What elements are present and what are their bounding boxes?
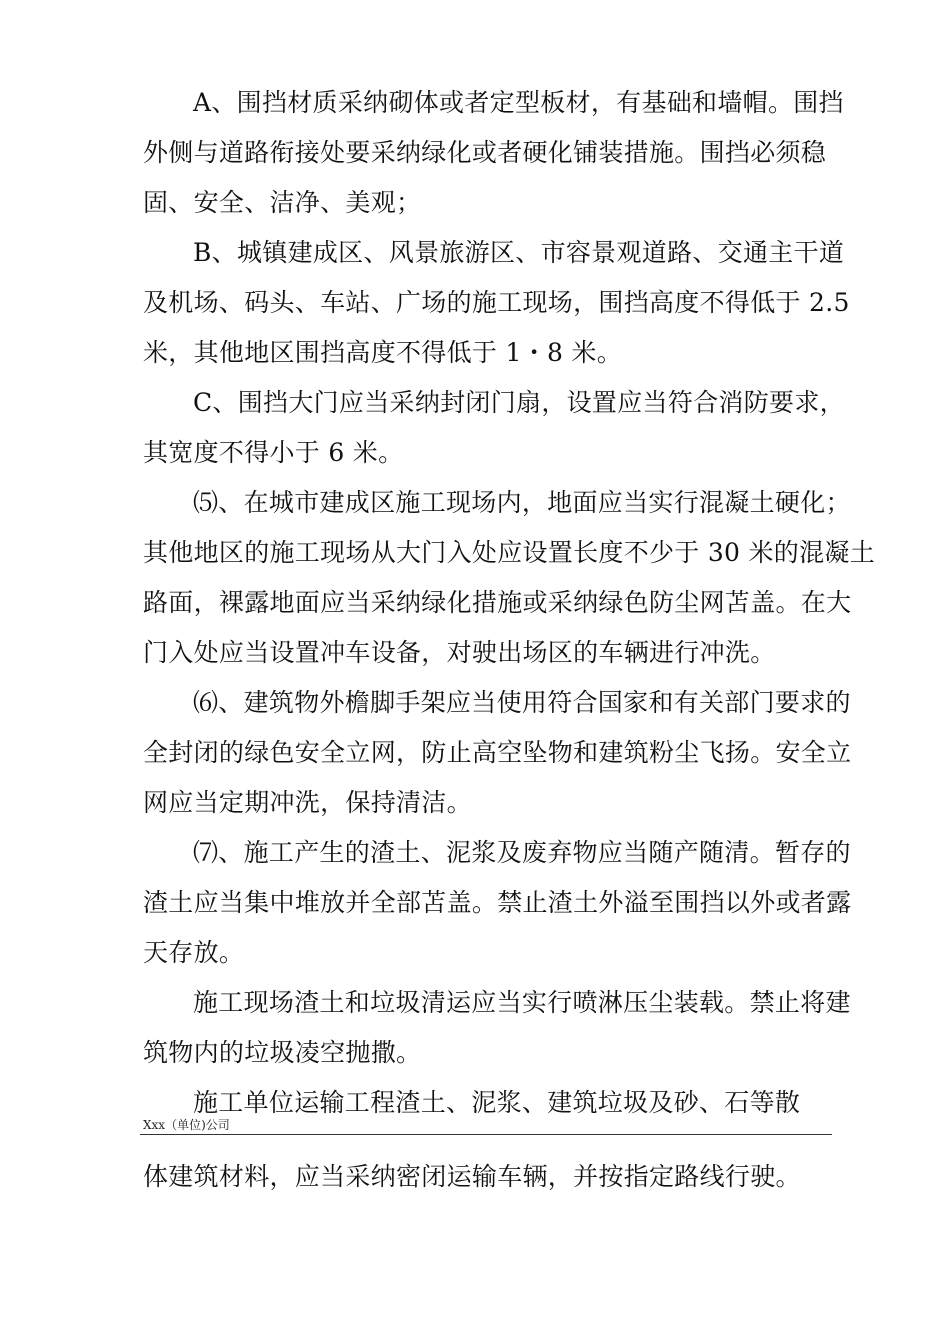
paragraph-7-line-3: 天存放。	[143, 938, 245, 967]
footer-divider	[140, 1134, 832, 1135]
paragraph-5-line-3: 路面，裸露地面应当采纳绿化措施或采纳绿色防尘网苫盖。在大	[143, 588, 852, 617]
paragraph-9-line-1: 施工单位运输工程渣土、泥浆、建筑垃圾及砂、石等散	[193, 1088, 801, 1117]
paragraph-a-line-3: 固、安全、洁净、美观；	[143, 188, 422, 217]
paragraph-5-line-4: 门入处应当设置冲车设备，对驶出场区的车辆进行冲洗。	[143, 638, 776, 667]
paragraph-b-line-2: 及机场、码头、车站、广场的施工现场，围挡高度不得低于 2.5	[143, 288, 850, 317]
paragraph-8-line-2: 筑物内的垃圾凌空抛撒。	[143, 1038, 422, 1067]
paragraph-7-line-2: 渣土应当集中堆放并全部苫盖。禁止渣土外溢至围挡以外或者露	[143, 888, 852, 917]
paragraph-c-line-2: 其宽度不得小于 6 米。	[143, 438, 404, 467]
footer-company-label: Xxx（单位)公司	[143, 1118, 230, 1132]
paragraph-5-line-1: ⑸、在城市建成区施工现场内，地面应当实行混凝土硬化；	[193, 488, 851, 517]
paragraph-a-line-2: 外侧与道路衔接处要采纳绿化或者硬化铺装措施。围挡必须稳	[143, 138, 827, 167]
paragraph-7-line-1: ⑺、施工产生的渣土、泥浆及废弃物应当随产随清。暂存的	[193, 838, 851, 867]
paragraph-b-line-3: 米，其他地区围挡高度不得低于 1・8 米。	[143, 338, 623, 367]
paragraph-9-line-2: 体建筑材料，应当采纳密闭运输车辆，并按指定路线行驶。	[143, 1162, 801, 1191]
paragraph-5-line-2: 其他地区的施工现场从大门入处应设置长度不少于 30 米的混凝土	[143, 538, 876, 567]
paragraph-c-line-1: C、围挡大门应当采纳封闭门扇，设置应当符合消防要求，	[193, 388, 845, 417]
paragraph-6-line-1: ⑹、建筑物外檐脚手架应当使用符合国家和有关部门要求的	[193, 688, 851, 717]
paragraph-8-line-1: 施工现场渣土和垃圾清运应当实行喷淋压尘装载。禁止将建	[193, 988, 851, 1017]
paragraph-6-line-3: 网应当定期冲洗，保持清洁。	[143, 788, 472, 817]
paragraph-6-line-2: 全封闭的绿色安全立网，防止高空坠物和建筑粉尘飞扬。安全立	[143, 738, 852, 767]
paragraph-b-line-1: B、城镇建成区、风景旅游区、市容景观道路、交通主干道	[193, 238, 845, 267]
paragraph-a-line-1: A、围挡材质采纳砌体或者定型板材，有基础和墙帽。围挡	[193, 88, 844, 117]
